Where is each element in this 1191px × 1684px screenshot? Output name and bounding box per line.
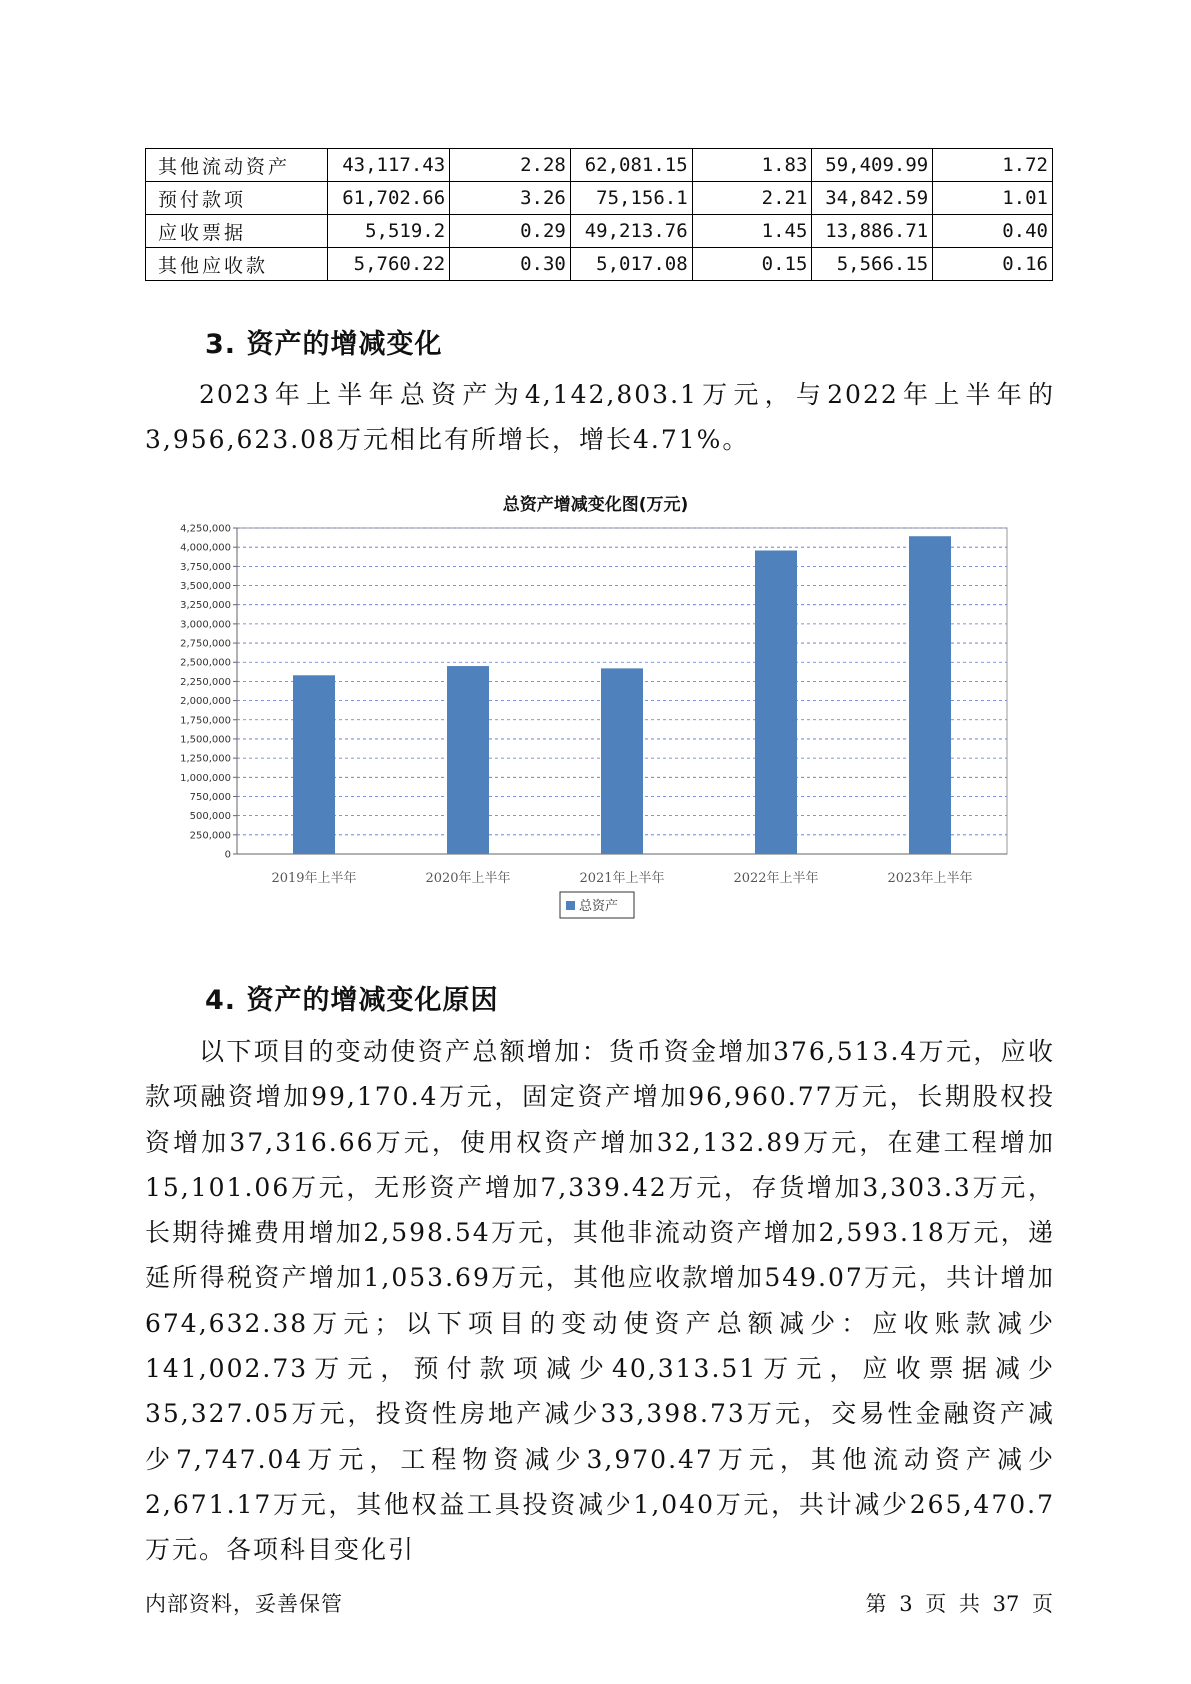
value-cell: 0.40 bbox=[933, 215, 1053, 248]
value-cell: 1.45 bbox=[692, 215, 812, 248]
y-tick-label: 2,000,000 bbox=[180, 696, 231, 708]
x-tick-label: 2021年上半年 bbox=[579, 871, 665, 886]
value-cell: 49,213.76 bbox=[570, 215, 692, 248]
y-tick-label: 2,250,000 bbox=[180, 676, 231, 688]
legend-label: 总资产 bbox=[579, 899, 619, 914]
table-row bbox=[146, 182, 1053, 215]
asset-table bbox=[145, 148, 1053, 281]
value-cell: 0.15 bbox=[692, 248, 812, 281]
value-cell: 43,117.43 bbox=[328, 149, 450, 182]
value-cell: 62,081.15 bbox=[570, 149, 692, 182]
value-cell: 1.01 bbox=[933, 182, 1053, 215]
table-row bbox=[146, 149, 1053, 182]
row-label-cell: 应收票据 bbox=[146, 215, 328, 248]
footer-page-number: 第 3 页 共 37 页 bbox=[865, 1592, 1053, 1616]
value-cell: 34,842.59 bbox=[812, 182, 933, 215]
section-3-heading: 3. 资产的增减变化 bbox=[205, 329, 443, 360]
bar bbox=[601, 668, 643, 854]
value-cell: 2.28 bbox=[450, 149, 571, 182]
x-tick-label: 2019年上半年 bbox=[271, 871, 357, 886]
y-tick-label: 3,250,000 bbox=[180, 600, 231, 612]
y-tick-label: 4,000,000 bbox=[180, 542, 231, 554]
value-cell: 5,566.15 bbox=[812, 248, 933, 281]
y-tick-label: 1,500,000 bbox=[180, 734, 231, 746]
value-cell: 5,017.08 bbox=[570, 248, 692, 281]
legend-swatch bbox=[566, 901, 575, 910]
section-4-paragraph: 以下项目的变动使资产总额增加：货币资金增加376,513.4万元，应收款项融资增加99,170.4万元，固定资产增加96,960.77万元，长期股权投资增加37,316.66万元，使用权资产增加32,132.89万元，在建工程增加15,101.06万元，无形资产增加7,339.42万元，存货增加3,303.3万元，长期待摊费用增加2,598.54万元，其他非流动资产增加2,593.18万元，递延所得税资产增加1,053.69万元，其他应收款增加549.07万元，共计增加674,632.38万元；以下项目的变动使资产总额减少：应收账款减少141,002.73万元，预付款项减少40,313.51万元，应收票据减少35,327.05万元，投资性房地产减少33,398.73万元，交易性金融资产减少7,747.04万元，工程物资减少3,970.47万元，其他流动资产减少2,671.17万元，其他权益工具投资减少1,040万元，共计减少265,470.7万元。各项科目变化引 bbox=[145, 1037, 1055, 1565]
value-cell: 2.21 bbox=[692, 182, 812, 215]
section-3-paragraph: 2023年上半年总资产为4,142,803.1万元，与2022年上半年的3,956,623.08万元相比有所增长，增长4.71%。 bbox=[145, 380, 1055, 455]
value-cell: 59,409.99 bbox=[812, 149, 933, 182]
y-tick-label: 2,500,000 bbox=[180, 657, 231, 669]
row-label-cell: 其他应收款 bbox=[146, 248, 328, 281]
x-tick-label: 2023年上半年 bbox=[887, 871, 973, 886]
total-assets-bar-chart bbox=[145, 520, 1035, 940]
value-cell: 5,519.2 bbox=[328, 215, 450, 248]
value-cell: 1.72 bbox=[933, 149, 1053, 182]
row-label-cell: 其他流动资产 bbox=[146, 149, 328, 182]
value-cell: 3.26 bbox=[450, 182, 571, 215]
x-tick-label: 2020年上半年 bbox=[425, 871, 511, 886]
y-tick-label: 3,500,000 bbox=[180, 581, 231, 593]
value-cell: 75,156.1 bbox=[570, 182, 692, 215]
value-cell: 61,702.66 bbox=[328, 182, 450, 215]
value-cell: 0.29 bbox=[450, 215, 571, 248]
y-tick-label: 1,000,000 bbox=[180, 772, 231, 784]
bar bbox=[293, 675, 335, 854]
footer-confidential-note: 内部资料，妥善保管 bbox=[145, 1592, 343, 1616]
chart-title: 总资产增减变化图(万元) bbox=[502, 495, 689, 515]
y-tick-label: 250,000 bbox=[189, 830, 231, 842]
value-cell: 5,760.22 bbox=[328, 248, 450, 281]
y-tick-label: 2,750,000 bbox=[180, 638, 231, 650]
row-label-cell: 预付款项 bbox=[146, 182, 328, 215]
bar bbox=[909, 536, 951, 854]
bar bbox=[755, 551, 797, 854]
table-row bbox=[146, 248, 1053, 281]
table-row bbox=[146, 215, 1053, 248]
y-tick-label: 3,750,000 bbox=[180, 561, 231, 573]
y-tick-label: 1,750,000 bbox=[180, 715, 231, 727]
y-tick-label: 3,000,000 bbox=[180, 619, 231, 631]
value-cell: 13,886.71 bbox=[812, 215, 933, 248]
y-tick-label: 500,000 bbox=[189, 811, 231, 823]
y-tick-label: 4,250,000 bbox=[180, 523, 231, 535]
y-tick-label: 750,000 bbox=[189, 791, 231, 803]
y-tick-label: 0 bbox=[224, 849, 231, 861]
y-tick-label: 1,250,000 bbox=[180, 753, 231, 765]
section-4-heading: 4. 资产的增减变化原因 bbox=[205, 985, 499, 1016]
x-tick-label: 2022年上半年 bbox=[733, 871, 819, 886]
bar bbox=[447, 666, 489, 854]
value-cell: 0.16 bbox=[933, 248, 1053, 281]
value-cell: 1.83 bbox=[692, 149, 812, 182]
value-cell: 0.30 bbox=[450, 248, 571, 281]
